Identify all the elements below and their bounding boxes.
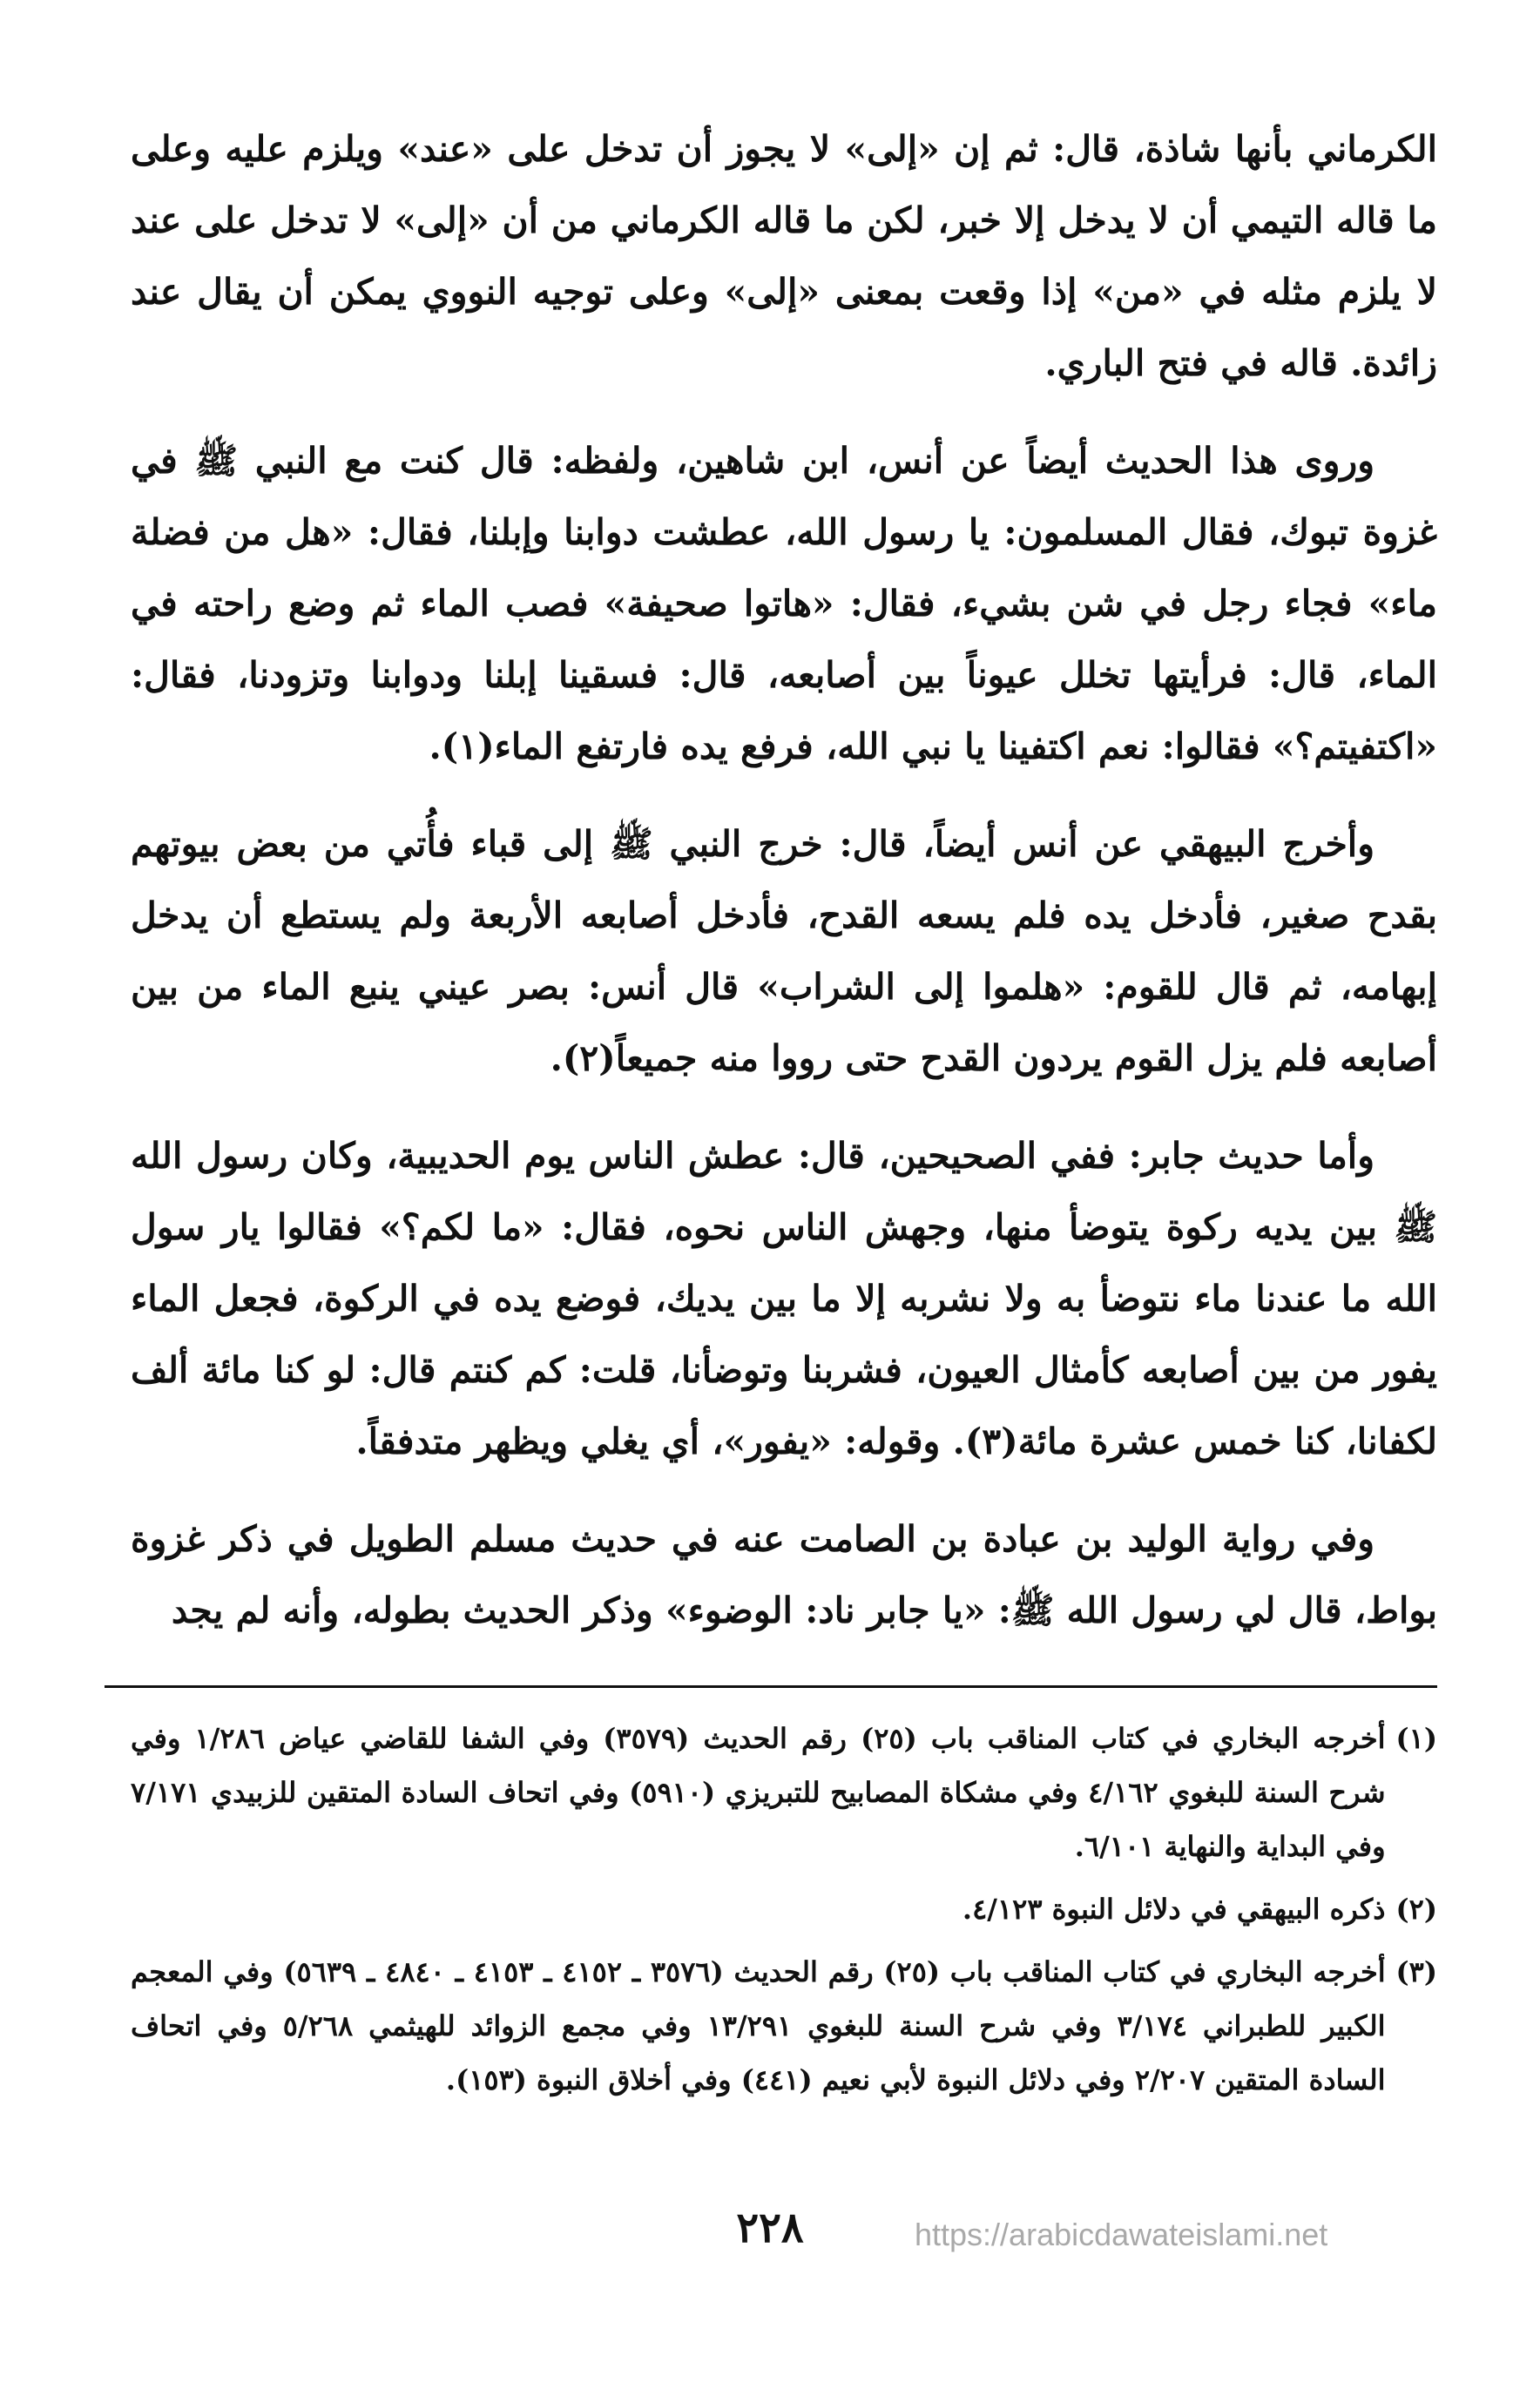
footnote-text: أخرجه البخاري في كتاب المناقب باب (٢٥) رقم الحديث (٣٥٧٦ ـ ٤١٥٢ ـ ٤١٥٣ ـ ٤٨٤٠ ـ ٥٦٣٩) وفي المعجم الكبير للطبراني ٣/١٧٤ وفي شرح السنة للبغوي ١٣/٢٩١ وفي مجمع الزوائد للهيثمي ٥/٢٦٨ وفي اتحاف السادة المتقين ٢/٢٠٧ وفي دلائل النبوة لأبي نعيم (٤٤١) وفي أخلاق النبوة (١٥٣). xyxy=(131,1955,1386,2096)
paragraph-2: وروى هذا الحديث أيضاً عن أنس، ابن شاهين، ولفظه: قال كنت مع النبي ﷺ في غزوة تبوك، فقال المسلمون: يا رسول الله، عطشت دوابنا وإبلنا، فقال: «هل من فضلة ماء» فجاء رجل في شن بشيء، فقال: «هاتوا صحيفة» فصب الماء ثم وضع راحته في الماء، قال: فرأيتها تخلل عيوناً بين أصابعه، قال: فسقينا إبلنا ودوابنا وتزودنا، فقال: «اكتفيتم؟» فقالوا: نعم اكتفينا يا نبي الله، فرفع يده فارتفع الماء(١). xyxy=(131,440,1437,767)
paragraph-5: وفي رواية الوليد بن عبادة بن الصامت عنه في حديث مسلم الطويل في ذكر غزوة بواط، قال لي رسول الله ﷺ: «يا جابر ناد: الوضوء» وذكر الحديث بطوله، وأنه لم يجد xyxy=(131,1518,1437,1631)
footnote-text: أخرجه البخاري في كتاب المناقب باب (٢٥) رقم الحديث (٣٥٧٩) وفي الشفا للقاضي عياض ١/٢٨٦ وفي شرح السنة للبغوي ٤/١٦٢ وفي مشكاة المصابيح للتبريزي (٥٩١٠) وفي اتحاف السادة المتقين للزبيدي ٧/١٧١ وفي البداية والنهاية ٦/١٠١. xyxy=(131,1722,1386,1863)
watermark-url: https://arabicdawateislami.net xyxy=(915,2217,1328,2252)
paragraph-3: وأخرج البيهقي عن أنس أيضاً، قال: خرج النبي ﷺ إلى قباء فأُتي من بعض بيوتهم بقدح صغير، فأدخل يده فلم يسعه القدح، فأدخل أصابعه الأربعة ولم يستطع أن يدخل إبهامه، ثم قال للقوم: «هلموا إلى الشراب» قال أنس: بصر عيني ينبع الماء من بين أصابعه فلم يزل القوم يردون القدح حتى رووا منه جميعاً(٢). xyxy=(131,823,1437,1079)
footnote-2 xyxy=(131,1882,1437,1936)
footnote-1 xyxy=(131,1711,1437,1873)
footnote-number: (١) xyxy=(1395,1722,1437,1755)
footnote-text: ذكره البيهقي في دلائل النبوة ٤/١٢٣. xyxy=(962,1893,1386,1926)
paragraph-4: وأما حديث جابر: ففي الصحيحين، قال: عطش الناس يوم الحديبية، وكان رسول الله ﷺ بين يديه ركوة يتوضأ منها، وجهش الناس نحوه، فقال: «ما لكم؟» فقالوا يار سول الله ما عندنا ماء نتوضأ به ولا نشربه إلا ما بين يديك، فوضع يده في الركوة، فجعل الماء يفور من بين أصابعه كأمثال العيون، فشربنا وتوضأنا، قلت: كم كنتم قال: لو كنا مائة ألف لكفانا، كنا خمس عشرة مائة(٣). وقوله: «يفور»، أي يغلي ويظهر متدفقاً. xyxy=(131,1135,1437,1462)
paragraph-1: الكرماني بأنها شاذة، قال: ثم إن «إلى» لا يجوز أن تدخل على «عند» ويلزم عليه وعلى ما قاله التيمي أن لا يدخل إلا خبر، لكن ما قاله الكرماني من أن «إلى» لا تدخل على عند لا يلزم مثله في «من» إذا وقعت بمعنى «إلى» وعلى توجيه النووي يمكن أن يقال عند زائدة. قاله في فتح الباري. xyxy=(131,128,1437,384)
footnotes xyxy=(131,1711,1437,2116)
footnote-3 xyxy=(131,1945,1437,2107)
footnote-divider xyxy=(105,1685,1437,1688)
page-number: ٢٢٨ xyxy=(736,2204,804,2252)
main-text xyxy=(131,113,1437,1672)
footnote-number: (٣) xyxy=(1395,1955,1437,1988)
footnote-number: (٢) xyxy=(1395,1893,1437,1926)
